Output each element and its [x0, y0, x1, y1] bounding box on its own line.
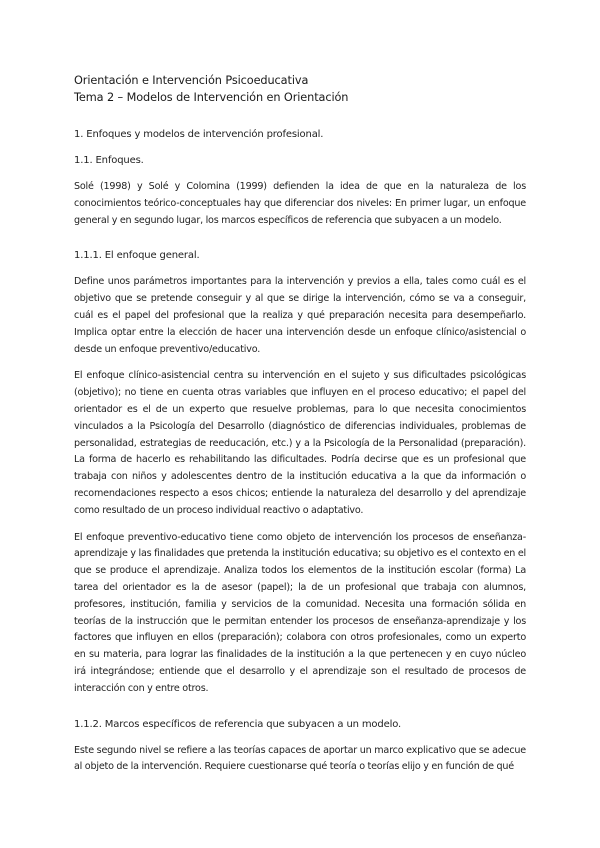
section-heading-1-1-1: 1.1.1. El enfoque general.	[74, 250, 200, 262]
paragraph-enfoque-clinico: El enfoque clínico-asistencial centra su intervención en el sujeto y sus dificultades psicológicas (objetivo); no tiene en cuenta otras variables que influyen en el proceso educativo; el papel del orientador es el de un experto que resuelve problemas, para lo que necesita conocimientos vinculados a la Psicología del Desarrollo (diagnóstico de diferencias individuales, problemas de personalidad, estrategias de reeducación, etc.) y a la Psicología de la Personalidad (preparación). La forma de hacerlo es rehabilitando las dificultades. Podría decirse que es un profesional que trabaja con niños y adolescentes dentro de la institución educativa a la que da información o recomendaciones respecto a esos chicos; entiende la naturaleza del desarrollo y del aprendizaje como resultado de un proceso individual reactivo o adaptativo.	[74, 370, 526, 516]
paragraph-enfoques: Solé (1998) y Solé y Colomina (1999) defienden la idea de que en la naturaleza de los conocimientos teórico-conceptuales hay que diferenciar dos niveles: En primer lugar, un enfoque general y en segundo lugar, los marcos específicos de referencia que subyacen a un modelo.	[74, 181, 526, 226]
paragraph-marcos-especificos: Este segundo nivel se refiere a las teorías capaces de aportar un marco explicativo que se adecue al objeto de la intervención. Requiere cuestionarse qué teoría o teorías elijo y en función de qué	[74, 744, 526, 773]
document-header	[74, 72, 526, 106]
paragraph-enfoque-preventivo: El enfoque preventivo-educativo tiene como objeto de intervención los procesos de enseñanza-aprendizaje y las finalidades que pretenda la institución educativa; su objetivo es el contexto en el que se produce el aprendizaje. Analiza todos los elementos de la institución escolar (forma) La tarea del orientador es la de asesor (papel); la de un profesional que trabaja con alumnos, profesores, institución, familia y servicios de la comunidad. Necesita una formación sólida en teorías de la instrucción que le permitan entender los procesos de enseñanza-aprendizaje y los factores que influyen en ellos (preparación); colabora con otros profesionales, como un experto en su materia, para lograr las finalidades de la institución a la que pertenecen y en cuyo núcleo irá integrándose; entiende que el desarrollo y el aprendizaje son el resultado de procesos de interacción con y entre otros.	[74, 531, 527, 694]
section-heading-1-1-2: 1.1.2. Marcos específicos de referencia que subyacen a un modelo.	[74, 718, 402, 730]
paragraph-enfoque-general: Define unos parámetros importantes para la intervención y previos a ella, tales como cuál es el objetivo que se pretende conseguir y al que se dirige la intervención, cómo se va a conseguir, cuál es el papel del profesional que la realiza y qué preparación necesita para desempeñarlo. Implica optar entre la elección de hacer una intervención desde un enfoque clínico/asistencial o desde un enfoque preventivo/educativo.	[74, 276, 526, 355]
section-heading-1-1: 1.1. Enfoques.	[74, 155, 144, 166]
section-heading-1: 1. Enfoques y modelos de intervención profesional.	[74, 129, 324, 140]
course-title: Orientación e Intervención Psicoeducativa	[74, 74, 309, 87]
topic-title: Tema 2 – Modelos de Intervención en Orientación	[74, 91, 349, 104]
